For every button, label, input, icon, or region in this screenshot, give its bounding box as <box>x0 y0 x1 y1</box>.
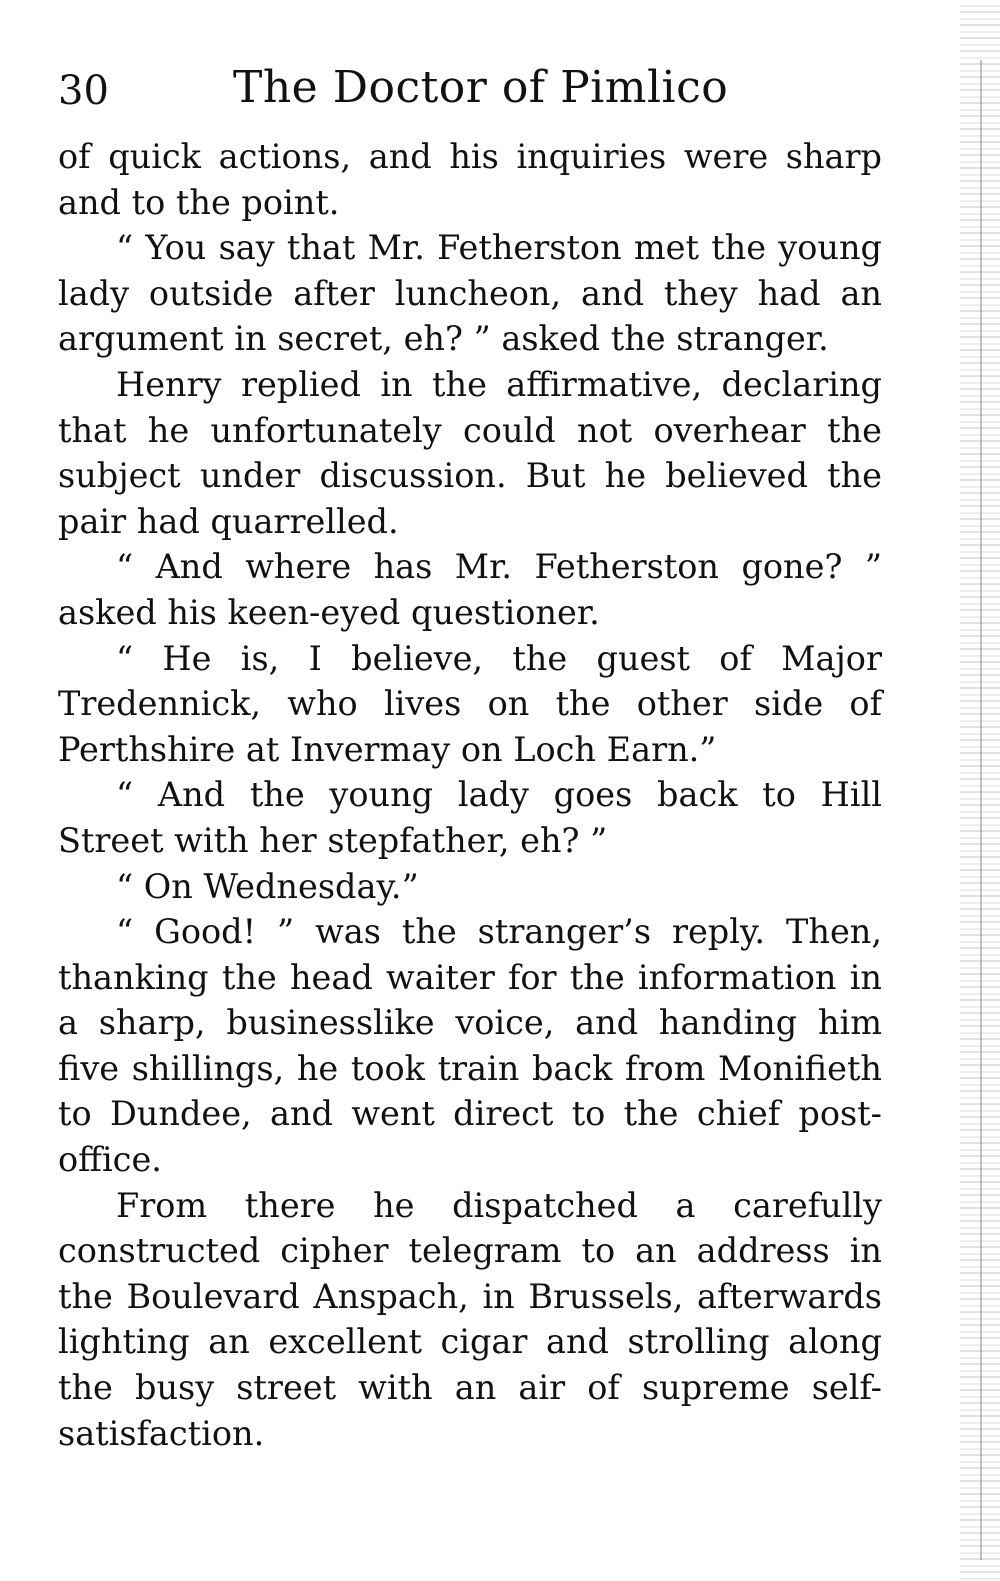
paragraph-continuation: of quick actions, and his inquiries were sharp and to the point. <box>58 137 882 222</box>
page-edge-line <box>980 60 982 1560</box>
page-number: 30 <box>58 68 109 114</box>
paragraph: “ Good! ” was the stranger’s reply. Then, thanking the head waiter for the information in a sharp, businesslike voice, and handing him five shillings, he took train back from Monifieth to Dundee, and went direct to the chief post-office. <box>58 912 882 1180</box>
page-header <box>58 62 888 118</box>
body-text <box>58 134 882 1456</box>
paragraph: “ You say that Mr. Fetherston met the young lady outside after luncheon, and they had an argument in secret, eh? ” asked the stranger. <box>58 228 882 359</box>
paragraph: “ And the young lady goes back to Hill Street with her stepfather, eh? ” <box>58 775 882 860</box>
paragraph: From there he dispatched a carefully constructed cipher telegram to an address in the Boulevard Anspach, in Brussels, afterwards lighting an excellent cigar and strolling along the busy street with an air of supreme self-satisfaction. <box>58 1185 882 1453</box>
running-title: The Doctor of Pimlico <box>233 62 729 113</box>
paragraph: Henry replied in the affirmative, declaring that he unfortunately could not overhear the subject under discussion. But he believed the pair had quarrelled. <box>58 364 882 541</box>
paragraph: “ On Wednesday.” <box>116 866 419 906</box>
paragraph: “ He is, I believe, the guest of Major Tredennick, who lives on the other side of Perthshire at Invermay on Loch Earn.” <box>58 638 882 769</box>
paragraph: “ And where has Mr. Fetherston gone? ” asked his keen-eyed questioner. <box>58 547 882 632</box>
